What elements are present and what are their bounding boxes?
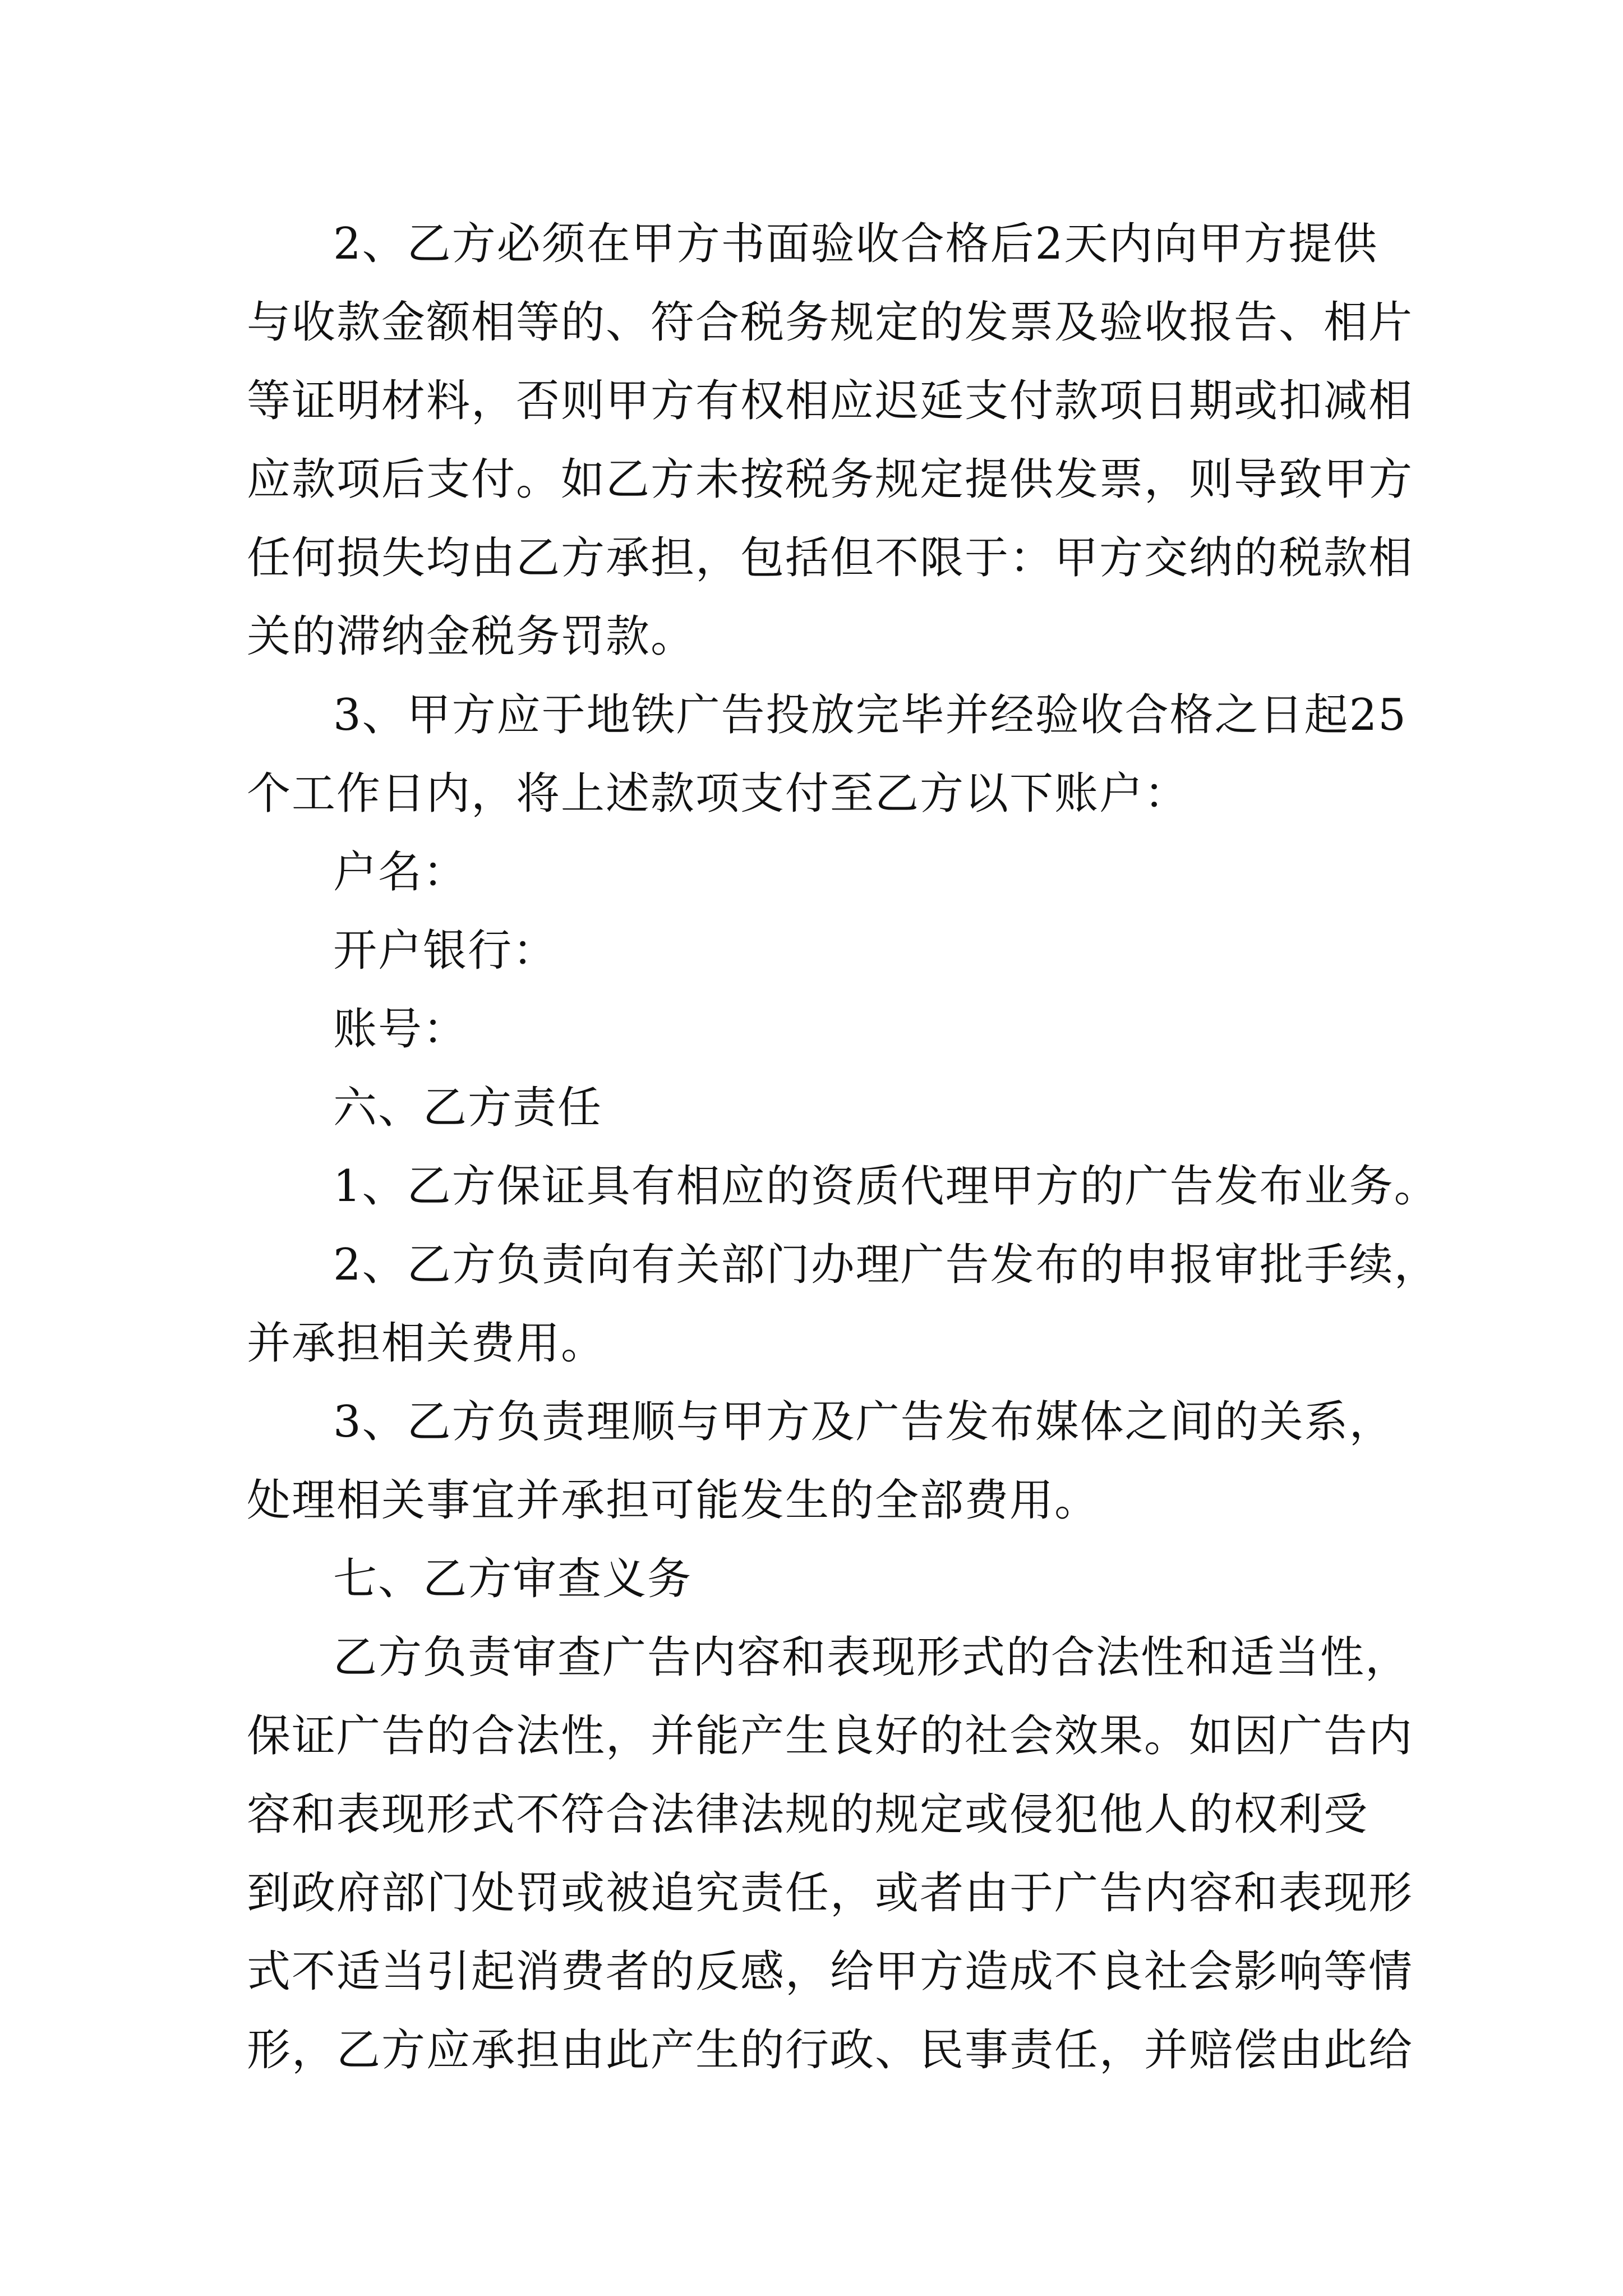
text-line: 到政府部门处罚或被追究责任，或者由于广告内容和表现形 (247, 1868, 1414, 1918)
text-line: 应款项后支付。如乙方未按税务规定提供发票，则导致甲方 (247, 454, 1414, 505)
text-line: 关的滞纳金税务罚款。 (247, 611, 696, 662)
text-line: 3、乙方负责理顺与甲方及广告发布媒体之间的关系， (333, 1397, 1394, 1447)
text-line: 个工作日内，将上述款项支付至乙方以下账户： (247, 769, 1189, 819)
bank-label: 开户银行： (333, 926, 558, 976)
section-heading: 六、乙方责任 (333, 1083, 603, 1133)
text-line: 乙方负责审查广告内容和表现形式的合法性和适当性， (333, 1632, 1410, 1683)
text-line: 处理相关事宜并承担可能发生的全部费用。 (247, 1475, 1100, 1526)
text-line: 并承担相关费用。 (247, 1318, 606, 1369)
text-line: 等证明材料，否则甲方有权相应迟延支付款项日期或扣减相 (247, 376, 1414, 426)
account-number-label: 账号： (333, 1004, 468, 1055)
text-line: 保证广告的合法性，并能产生良好的社会效果。如因广告内 (247, 1711, 1414, 1761)
text-line: 容和表现形式不符合法律法规的规定或侵犯他人的权利受 (247, 1789, 1369, 1840)
text-line: 2、乙方必须在甲方书面验收合格后2天内向甲方提供 (333, 219, 1378, 269)
account-name-label: 户名： (333, 847, 468, 898)
text-line: 式不适当引起消费者的反感，给甲方造成不良社会影响等情 (247, 1947, 1414, 1997)
text-line: 3、甲方应于地铁广告投放完毕并经验收合格之日起25 (333, 690, 1407, 740)
text-line: 任何损失均由乙方承担，包括但不限于：甲方交纳的税款相 (247, 533, 1414, 583)
text-line: 与收款金额相等的、符合税务规定的发票及验收报告、相片 (247, 297, 1414, 348)
text-line: 形，乙方应承担由此产生的行政、民事责任，并赔偿由此给 (247, 2025, 1414, 2076)
section-heading: 七、乙方审查义务 (333, 1554, 693, 1604)
text-line: 1、乙方保证具有相应的资质代理甲方的广告发布业务。 (333, 1161, 1439, 1212)
text-line: 2、乙方负责向有关部门办理广告发布的申报审批手续， (333, 1240, 1439, 1290)
